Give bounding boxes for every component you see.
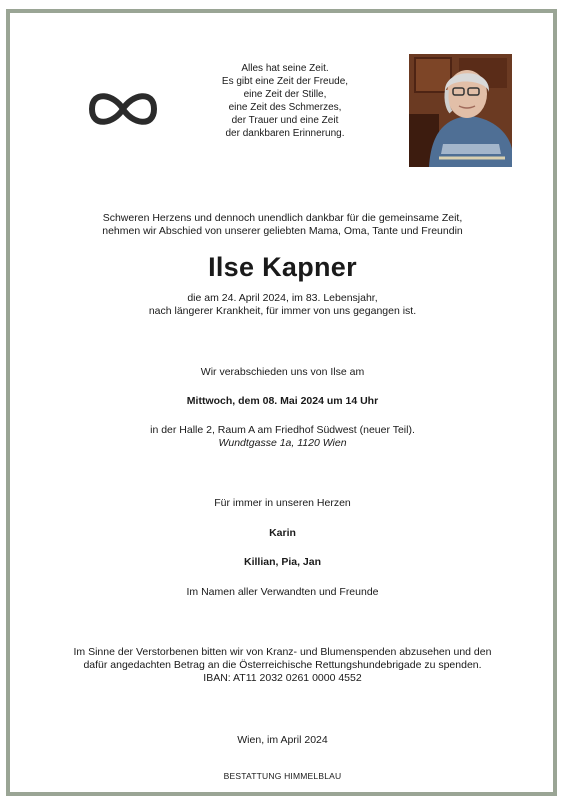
iban: IBAN: AT11 2032 0261 0000 4552 [203, 672, 362, 684]
mourners-heading: Für immer in unseren Herzen [214, 497, 351, 509]
intro-line: Schweren Herzens und dennoch unendlich dankbar für die gemeinsame Zeit, [102, 212, 463, 224]
mourner-primary: Karin [269, 527, 296, 539]
poem-line: Alles hat seine Zeit. [241, 63, 329, 74]
mourner-grandchildren: Killian, Pia, Jan [243, 556, 322, 568]
death-line: die am 24. April 2024, im 83. Lebensjahr, [187, 292, 378, 304]
mourner-others: Im Namen aller Verwandten und Freunde [186, 586, 379, 598]
poem [190, 62, 380, 140]
donation-request [40, 646, 525, 685]
infinity-icon [84, 84, 162, 134]
undertaker: BESTATTUNG HIMMELBLAU [223, 771, 342, 781]
intro-line: nehmen wir Abschied von unserer geliebten Mama, Oma, Tante und Freundin [102, 225, 463, 237]
deceased-name: Ilse Kapner [208, 252, 357, 282]
poem-line: der dankbaren Erinnerung. [225, 128, 345, 139]
poem-line: eine Zeit des Schmerzes, [228, 102, 342, 113]
farewell-intro: Wir verabschieden uns von Ilse am [200, 366, 365, 378]
donation-line: Im Sinne der Verstorbenen bitten wir von Kranz- und Blumenspenden abzusehen und den [73, 646, 492, 658]
poem-line: der Trauer und eine Zeit [231, 115, 339, 126]
death-notice [60, 292, 505, 318]
address-line: Wundtgasse 1a, 1120 Wien [218, 437, 347, 449]
poem-line: eine Zeit der Stille, [243, 89, 327, 100]
location-line: in der Halle 2, Raum A am Friedhof Südwest (neuer Teil). [150, 424, 415, 436]
donation-line: dafür angedachten Betrag an die Österreichische Rettungshundebrigade zu spenden. [83, 659, 482, 671]
poem-line: Es gibt eine Zeit der Freude, [221, 76, 349, 87]
funeral-location [60, 424, 505, 450]
funeral-date: Mittwoch, dem 08. Mai 2024 um 14 Uhr [186, 395, 379, 407]
portrait-photo [409, 54, 512, 167]
place-date: Wien, im April 2024 [237, 734, 328, 746]
death-line: nach längerer Krankheit, für immer von uns gegangen ist. [148, 305, 417, 317]
intro-text [40, 212, 525, 238]
